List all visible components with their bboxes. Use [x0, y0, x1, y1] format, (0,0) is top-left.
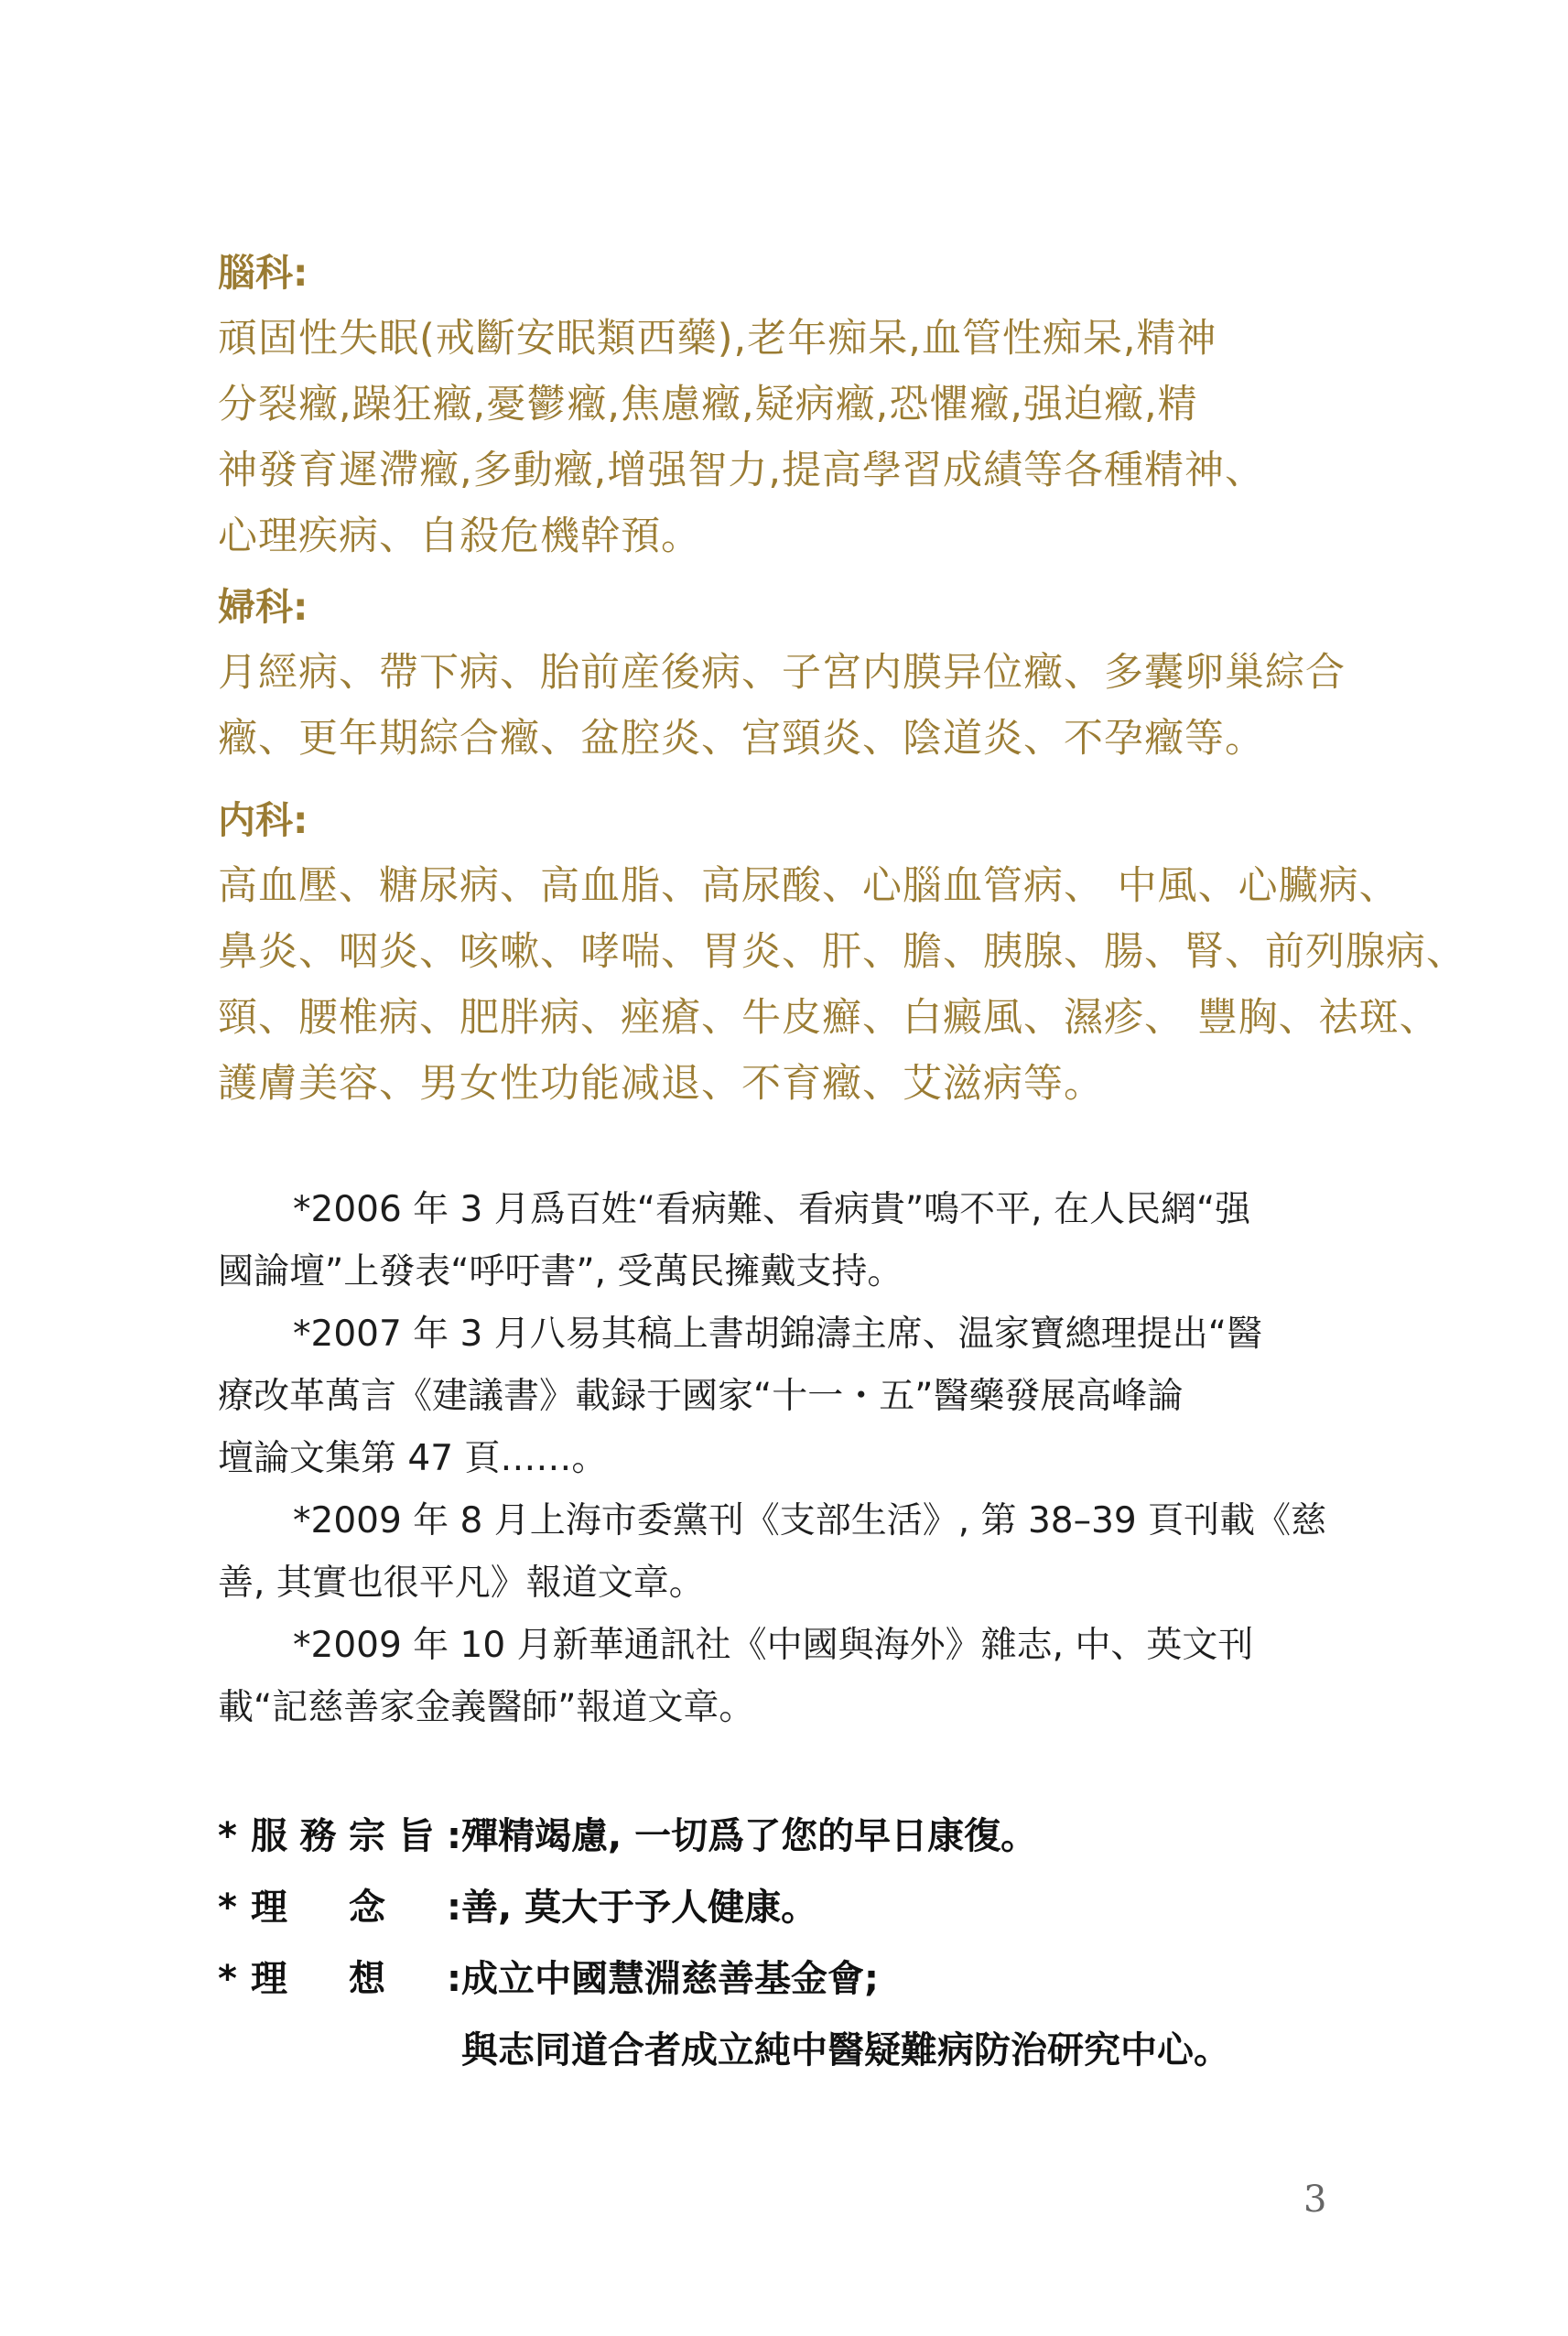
principle-value: 善, 莫大于予人健康。 [461, 1887, 818, 1929]
text-line: 分裂癥,躁狂癥,憂鬱癥,焦慮癥,疑病癥,恐懼癥,强迫癥,精 [218, 382, 1198, 427]
text-line: 護膚美容、男女性功能减退、不育癥、艾滋病等。 [218, 1061, 1104, 1107]
section-title: 内科: [218, 798, 308, 842]
text-line: 高血壓、糖尿病、高血脂、高尿酸、心腦血管病、 中風、心臟病、 [218, 863, 1400, 909]
section-title: 腦科: [218, 251, 308, 295]
section-body [218, 640, 1353, 772]
text-line: 壇論文集第 47 頁……。 [218, 1438, 608, 1479]
label-char: 想 [349, 1958, 385, 2000]
label-char: 理 [251, 1887, 287, 1929]
section-internal-medicine [218, 795, 1466, 1117]
bullet-star: * [218, 1815, 237, 1857]
note-item [218, 1615, 1353, 1739]
principle-label [251, 1943, 461, 2015]
section-body [218, 306, 1353, 569]
bullet-star: * [218, 1958, 237, 2000]
label-char: 念 [349, 1887, 385, 1929]
text-line: 頑固性失眠(戒斷安眠類西藥),老年痴呆,血管性痴呆,精神 [218, 316, 1217, 362]
note-item [218, 1490, 1353, 1615]
section-brain [218, 247, 1353, 569]
label-char: : [447, 1958, 461, 2000]
principle-value-continued: 與志同道合者成立純中醫疑難病防治研究中心。 [461, 2029, 1230, 2071]
text-line: 月經病、帶下病、胎前産後病、子宮内膜异位癥、多囊卵巢綜合 [218, 650, 1346, 696]
label-char: : [447, 1887, 461, 1929]
principle-label [251, 1872, 461, 1943]
principle-ideal [218, 1943, 1408, 2015]
bullet-star: * [218, 1887, 237, 1929]
text-line: 善, 其實也很平凡》報道文章。 [218, 1563, 705, 1604]
text-line: 癥、更年期綜合癥、盆腔炎、宫頸炎、陰道炎、不孕癥等。 [218, 716, 1265, 762]
text-line: 頸、腰椎病、肥胖病、痤瘡、牛皮癬、白癜風、濕疹、 豐胸、祛斑、 [218, 995, 1440, 1041]
text-line: 療改革萬言《建議書》載録于國家“十一・五”醫藥發展高峰論 [218, 1376, 1184, 1417]
label-char: 旨 [397, 1815, 435, 1857]
label-char: : [447, 1815, 461, 1857]
note-item [218, 1179, 1353, 1303]
principle-concept [218, 1872, 1408, 1943]
page-number: 3 [1303, 2179, 1327, 2221]
principle-label [251, 1801, 461, 1872]
text-line: *2007 年 3 月八易其稿上書胡錦濤主席、温家寶總理提出“醫 [293, 1314, 1262, 1355]
text-line: 載“記慈善家金義醫師”報道文章。 [218, 1687, 755, 1728]
principles-block [218, 1801, 1408, 2086]
text-line: *2009 年 8 月上海市委黨刊《支部生活》, 第 38–39 頁刊載《慈 [293, 1500, 1327, 1541]
section-gynecology [218, 581, 1353, 772]
text-line: 心理疾病、自殺危機幹預。 [218, 514, 701, 559]
note-item [218, 1303, 1353, 1490]
principle-service [218, 1801, 1408, 1872]
label-char: 務 [299, 1815, 337, 1857]
label-char: 宗 [349, 1815, 385, 1857]
label-char: 理 [251, 1958, 287, 2000]
principle-value: 成立中國慧淵慈善基金會; [461, 1958, 879, 2000]
text-line: 國論壇”上發表“呼吁書”, 受萬民擁戴支持。 [218, 1251, 903, 1292]
text-line: *2006 年 3 月爲百姓“看病難、看病貴”鳴不平, 在人民網“强 [293, 1189, 1251, 1230]
text-line: 神發育遲滯癥,多動癥,增强智力,提高學習成績等各種精神、 [218, 448, 1266, 493]
notes-list [218, 1179, 1353, 1739]
section-body [218, 853, 1466, 1117]
label-char: 服 [251, 1815, 287, 1857]
principle-value: 殫精竭慮, 一切爲了您的早日康復。 [461, 1815, 1038, 1857]
section-title: 婦科: [218, 585, 308, 629]
text-line: 鼻炎、咽炎、咳嗽、哮喘、胃炎、肝、膽、胰腺、腸、腎、前列腺病、 [218, 929, 1466, 975]
text-line: *2009 年 10 月新華通訊社《中國與海外》雜志, 中、英文刊 [293, 1625, 1254, 1666]
